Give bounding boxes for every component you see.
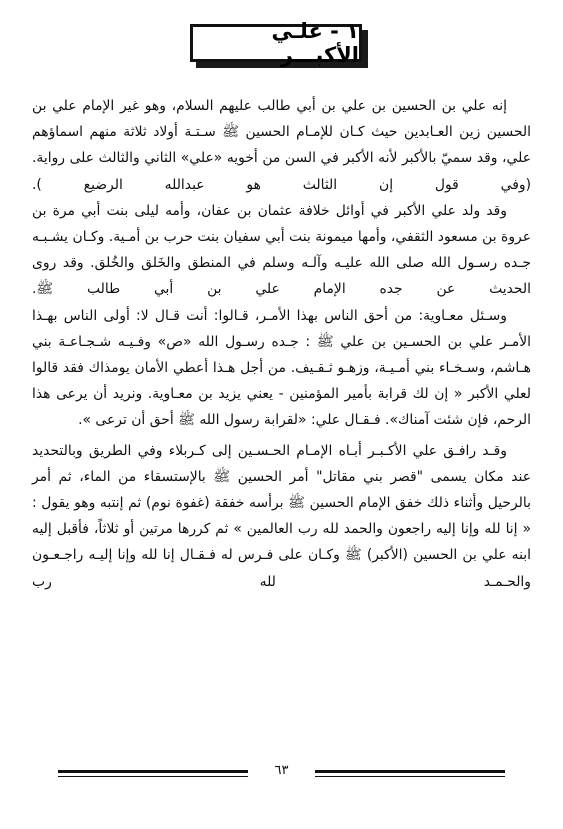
- body-text: [32, 93, 531, 595]
- paragraph-lineage: إنه علي بن الحسين بن علي بن أبي طالب عليهم السلام، وهو غير الإمام علي بن الحسين زين العـابدين حيث كـان للإمـام الحسين ﷺ سـتـة أولاد ثلاثة منهم اسماؤهم علي، وقد سميّ بالأكبر لأنه الأكبر في السن من أخويه «علي» الثاني والثالث على رواية. (وفي قول إن الثالث هو عبدالله الرضيع ).: [32, 98, 531, 193]
- page-footer: [58, 763, 505, 810]
- chapter-title-frame: [190, 19, 374, 74]
- paragraph-birth: وقد ولد علي الأكبر في أوائل خلافة عثمان بن عفان، وأمه ليلى بنت أبي مرة بن عروة بن مسعود الثقفي، وأمها ميمونة بنت أبي سفيان بنت حرب بن أمـية. وكـان يشـبـه جـده رسـول الله صلى الله عليـه وآلـه وسلم في المنطق والخَلق والخُلق. وقد روى الحديث عن جده الإمام علي بن أبي طالب ﷺ.: [32, 202, 531, 298]
- paragraph-karbala: وقـد رافـق علي الأكـبـر أبـاه الإمـام الحـسـين إلى كـربلاء وفي الطريق وبالتحديد عند مكان يسمى "قصر بني مقاتل" أمر الحسين ﷺ بالإستسقاء من الماء، ثم أمر بالرحيل وأثناء ذلك خفق الإمام الحسين ﷺ برأسه خفقة (غفوة نوم) ثم إنتبه وهو يقول : « إنا لله وإنا إليه راجعون والحمد لله رب العالمين » ثم كررها مرتين أو ثلاثاً، فأقبل إليه ابنه علي بن الحسين (الأكبر) ﷺ وكـان على فـرس له فـقـال إنا لله وإنا إليـه راجـعـون والحـمـد لله رب: [32, 442, 531, 590]
- page-number: ٦٣: [274, 763, 289, 778]
- paragraph-muawiya: وسـئل معـاوية: من أحق الناس بهذا الأمـر، قـالوا: أنت قـال لا: أولى الناس بهـذا الأمـر علي بن الحسـين بن علي ﷺ : جـده رسـول الله «ص» وفـيـه شـجـاعـة بني هـاشم، وسـخـاء بني أمـيـة، وزهـو ثـقـيف. من أجل هـذا أعطي الأمان يومذاك فقد قالوا لعلي الأكبر « إن لك قرابة بأمير المؤمنين - يعني يزيد بن معـاوية. ونريد أن يرعى هذا الرحم، فإن شئت آمناك». فـقـال علي: «لقرابة رسول الله ﷺ أحق أن ترعى ».: [32, 307, 531, 429]
- chapter-title: ١ - علـي الأكبـــر: [190, 24, 362, 62]
